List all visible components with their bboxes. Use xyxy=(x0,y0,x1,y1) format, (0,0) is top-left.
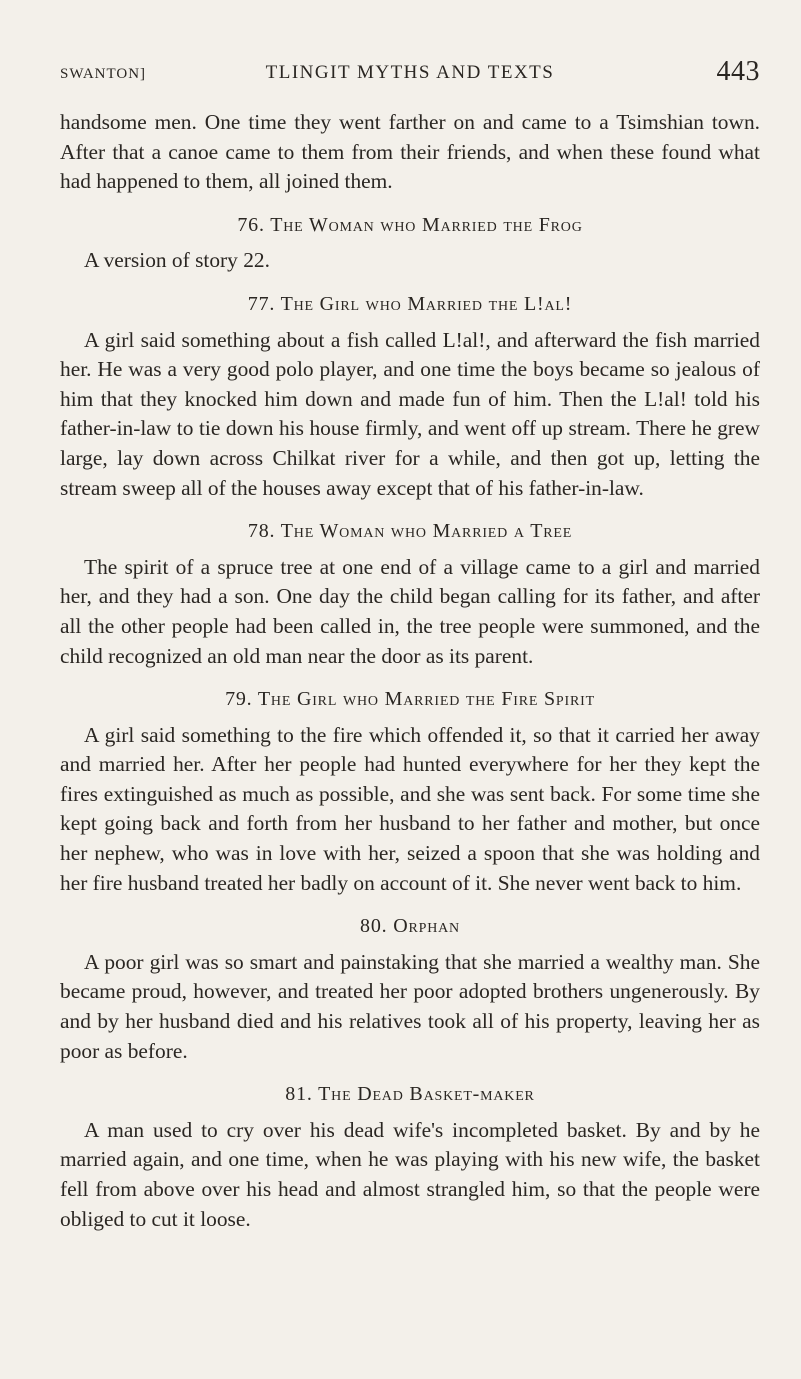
story-76-heading: 76. The Woman who Married the Frog xyxy=(237,213,583,236)
story-79-heading: 79. The Girl who Married the Fire Spirit xyxy=(225,688,595,711)
story-77-heading: 77. The Girl who Married the L!al! xyxy=(247,292,573,315)
story-77-body: A girl said something about a fish called L!al!, and afterward the fish married her. He was a very good polo player, and one time the boys became so jealous of him that they knocked him down and made fun of him. Then the L!al! told his father-in-law to tie down his house firmly, and went off up stream. There he grew large, lay down across Chilkat river for a while, and then got up, letting the stream sweep all of the houses away except that of his father-in-law. xyxy=(60,327,760,500)
opening-paragraph: handsome men. One time they went farther on and came to a Tsimshian town. After that a canoe came to them from their friends, and when these found what had happened to them, all joined them. xyxy=(60,110,760,194)
author-running-head: SWANTON] xyxy=(60,66,147,82)
running-head xyxy=(60,56,760,90)
page-body xyxy=(60,108,760,1234)
story-81-heading: 81. The Dead Basket-maker xyxy=(285,1083,535,1106)
story-79-body: A girl said something to the fire which offended it, so that it carried her away and married her. After her people had hunted everywhere for her they kept the fires extinguished as much as possible, and she was sent back. For some time she kept going back and forth from her husband to her father and mother, but once her nephew, who was in love with her, seized a spoon that she was holding and her fire husband treated her badly on account of it. She never went back to him. xyxy=(60,722,760,895)
book-title-running-head: TLINGIT MYTHS AND TEXTS xyxy=(265,62,555,83)
story-80-body: A poor girl was so smart and painstaking that she married a wealthy man. She became proud, however, and treated her poor adopted brothers ungenerously. By and by her husband died and his relatives took all of his property, leaving her as poor as before. xyxy=(60,949,760,1063)
story-81-body: A man used to cry over his dead wife's incompleted basket. By and by he married again, and one time, when he was playing with his new wife, the basket fell from above over his head and almost strangled him, so that the people were obliged to cut it loose. xyxy=(60,1117,760,1231)
story-76-body: A version of story 22. xyxy=(84,248,270,273)
story-78-body: The spirit of a spruce tree at one end of a village came to a girl and married her, and they had a son. One day the child began calling for its father, and after all the other people had been called in, the tree people were summoned, and the child recognized an old man near the door as its parent. xyxy=(60,554,760,668)
page-number: 443 xyxy=(716,56,760,87)
story-78-heading: 78. The Woman who Married a Tree xyxy=(247,520,573,543)
story-80-heading: 80. Orphan xyxy=(360,915,460,938)
